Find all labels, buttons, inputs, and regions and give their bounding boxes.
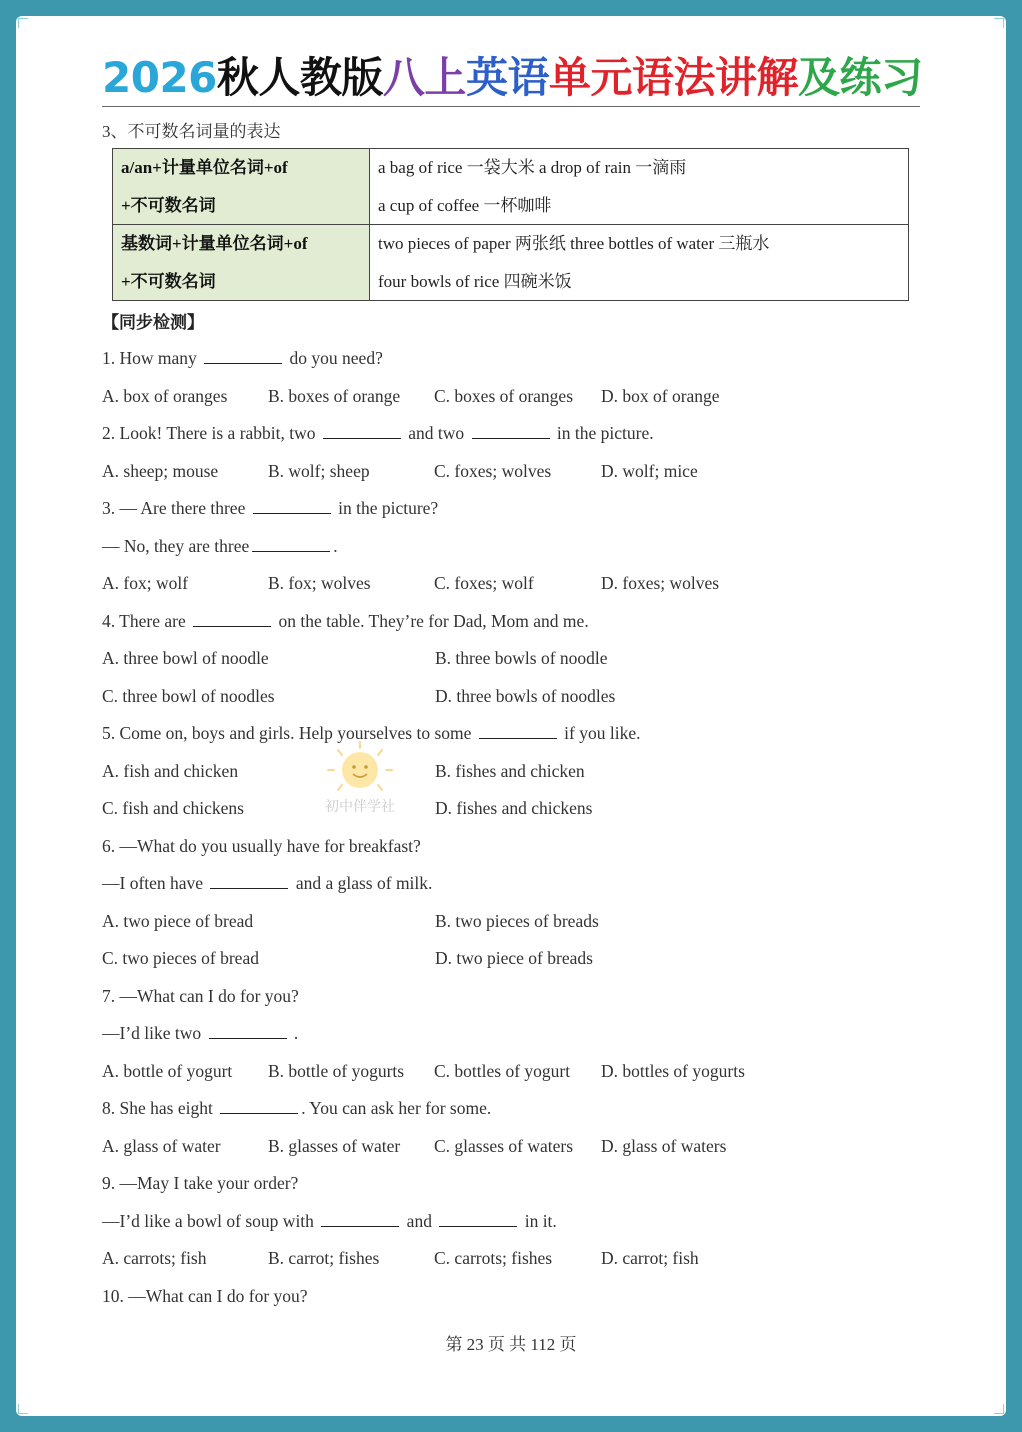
stem-text: 6. —What do you usually have for breakfast? — [102, 835, 421, 856]
answer-option[interactable]: B. fishes and chicken — [435, 760, 585, 781]
answer-option[interactable]: D. three bowls of noodles — [435, 685, 616, 706]
answer-option[interactable]: C. bottles of yogurt — [434, 1060, 571, 1081]
page-number-footer: 第 23 页 共 112 页 — [445, 1335, 577, 1354]
example-line: a bag of rice 一袋大米 a drop of rain 一滴雨 — [378, 158, 687, 177]
question-stem — [102, 1020, 298, 1046]
example-cell — [370, 149, 909, 225]
sun-mascot-icon — [312, 740, 408, 800]
stem-text: in it. — [520, 1210, 557, 1231]
answer-blank[interactable] — [204, 345, 282, 364]
title-segment: 八上 — [382, 53, 466, 102]
rule-cell — [113, 149, 370, 225]
question-stem — [102, 870, 432, 896]
answer-option[interactable]: B. two pieces of breads — [435, 910, 599, 931]
answer-blank[interactable] — [439, 1208, 517, 1227]
example-line: two pieces of paper 两张纸 three bottles of water 三瓶水 — [378, 234, 770, 253]
stem-text: 10. —What can I do for you? — [102, 1285, 308, 1306]
answer-blank[interactable] — [193, 608, 271, 627]
answer-option[interactable]: C. glasses of waters — [434, 1135, 574, 1156]
stem-text: . — [289, 1023, 299, 1043]
answer-option[interactable]: B. bottle of yogurts — [268, 1060, 405, 1081]
question-stem — [102, 1283, 308, 1309]
corner-ornament — [994, 18, 1004, 28]
rule-line: a/an+计量单位名词+of — [121, 158, 288, 177]
answer-option[interactable]: C. three bowl of noodles — [102, 685, 275, 706]
stem-text: 3. — Are there three — [102, 498, 250, 518]
stem-text: . You can ask her for some. — [301, 1098, 492, 1118]
question-stem — [102, 833, 421, 859]
question-stem — [102, 533, 338, 559]
question-stem — [102, 420, 654, 446]
answer-blank[interactable] — [472, 420, 550, 439]
rule-line: +不可数名词 — [121, 195, 216, 215]
answer-option[interactable]: A. carrots; fish — [102, 1248, 207, 1268]
section-heading: 3、不可数名词量的表达 — [102, 122, 281, 141]
title-segment: 及练习 — [797, 53, 923, 102]
stem-text: 7. —What can I do for you? — [102, 985, 299, 1006]
title-text — [102, 50, 942, 106]
example-cell — [370, 225, 909, 301]
corner-ornament — [18, 1404, 28, 1414]
stem-text: — No, they are three — [102, 535, 250, 556]
stem-text: —I’d like two — [102, 1023, 206, 1043]
answer-option[interactable]: A. two piece of bread — [102, 910, 254, 931]
answer-option[interactable]: A. three bowl of noodle — [102, 648, 269, 668]
title-segment: 2026 — [102, 53, 217, 102]
rule-line: 基数词+计量单位名词+of — [121, 234, 308, 253]
answer-option[interactable]: C. two pieces of bread — [102, 948, 259, 968]
answer-option[interactable]: D. carrot; fish — [601, 1248, 699, 1268]
answer-option[interactable]: D. fishes and chickens — [435, 798, 593, 818]
stem-text: and two — [403, 423, 469, 443]
watermark-text: 初中伴学社 — [325, 799, 395, 815]
answer-option[interactable]: B. fox; wolves — [268, 573, 371, 593]
answer-option[interactable]: B. boxes of orange — [268, 385, 401, 406]
rule-cell — [113, 225, 370, 301]
example-line: four bowls of rice 四碗米饭 — [378, 271, 572, 291]
answer-option[interactable]: D. foxes; wolves — [601, 573, 720, 593]
answer-option[interactable]: B. three bowls of noodle — [435, 648, 608, 668]
question-stem — [102, 983, 299, 1009]
answer-option[interactable]: C. fish and chickens — [102, 798, 244, 818]
question-stem — [102, 1095, 491, 1121]
answer-option[interactable]: D. two piece of breads — [435, 948, 593, 968]
stem-text: in the picture? — [333, 498, 439, 518]
answer-option[interactable]: D. box of orange — [601, 385, 720, 406]
grammar-table — [112, 148, 909, 301]
answer-option[interactable]: C. carrots; fishes — [434, 1248, 553, 1268]
example-line: a cup of coffee 一杯咖啡 — [378, 195, 552, 215]
stem-text: and a glass of milk. — [291, 873, 433, 893]
stem-text: 1. How many — [102, 348, 202, 368]
title-segment: 英语 — [465, 53, 549, 102]
answer-blank[interactable] — [479, 720, 557, 739]
answer-blank[interactable] — [323, 420, 401, 439]
answer-blank[interactable] — [209, 1020, 287, 1039]
answer-option[interactable]: C. foxes; wolves — [434, 460, 552, 481]
stem-text: on the table. They’re for Dad, Mom and me. — [274, 610, 589, 631]
question-stem — [102, 345, 383, 371]
answer-option[interactable]: B. carrot; fishes — [268, 1248, 380, 1268]
stem-text: 4. There are — [102, 610, 191, 631]
answer-blank[interactable] — [253, 495, 331, 514]
question-stem — [102, 495, 438, 521]
rule-line: +不可数名词 — [121, 271, 216, 291]
answer-option[interactable]: D. glass of waters — [601, 1135, 727, 1156]
answer-option[interactable]: D. wolf; mice — [601, 460, 698, 481]
stem-text: . — [333, 535, 338, 556]
answer-option[interactable]: B. glasses of water — [268, 1135, 401, 1156]
stem-text: and — [402, 1210, 437, 1231]
question-stem — [102, 608, 589, 634]
answer-blank[interactable] — [252, 533, 330, 552]
title-divider — [102, 106, 920, 107]
stem-text: in the picture. — [552, 423, 654, 443]
stem-text: 8. She has eight — [102, 1098, 218, 1118]
answer-blank[interactable] — [220, 1095, 298, 1114]
answer-option[interactable]: D. bottles of yogurts — [601, 1060, 745, 1081]
answer-option[interactable]: B. wolf; sheep — [268, 460, 370, 481]
answer-option[interactable]: A. fox; wolf — [102, 573, 189, 593]
table-row — [113, 149, 909, 225]
answer-option[interactable]: A. sheep; mouse — [102, 460, 219, 481]
stem-text: —I often have — [102, 873, 208, 893]
stem-text: 9. —May I take your order? — [102, 1173, 299, 1193]
corner-ornament — [994, 1404, 1004, 1414]
answer-blank[interactable] — [210, 870, 288, 889]
table-row — [113, 225, 909, 301]
answer-option[interactable]: C. foxes; wolf — [434, 573, 534, 593]
stem-text: 2. Look! There is a rabbit, two — [102, 423, 320, 443]
answer-option[interactable]: A. box of oranges — [102, 385, 228, 406]
stem-text: —I’d like a bowl of soup with — [102, 1210, 319, 1231]
question-stem — [102, 1208, 557, 1234]
answer-option[interactable]: A. fish and chicken — [102, 760, 239, 781]
answer-blank[interactable] — [321, 1208, 399, 1227]
stem-text: if you like. — [559, 723, 641, 743]
sync-check-heading: 【同步检测】 — [102, 313, 204, 332]
question-stem — [102, 1170, 298, 1196]
answer-option[interactable]: A. glass of water — [102, 1135, 221, 1156]
watermark — [312, 740, 408, 820]
page-title — [102, 50, 942, 106]
title-segment: 秋人教版 — [216, 53, 383, 102]
answer-option[interactable]: A. bottle of yogurt — [102, 1060, 233, 1081]
corner-ornament — [18, 18, 28, 28]
answer-option[interactable]: C. boxes of oranges — [434, 385, 574, 406]
stem-text: do you need? — [285, 348, 383, 368]
title-segment: 单元语法讲解 — [548, 53, 798, 102]
stem-text: 5. Come on, boys and girls. Help yourselves to some — [102, 723, 476, 743]
